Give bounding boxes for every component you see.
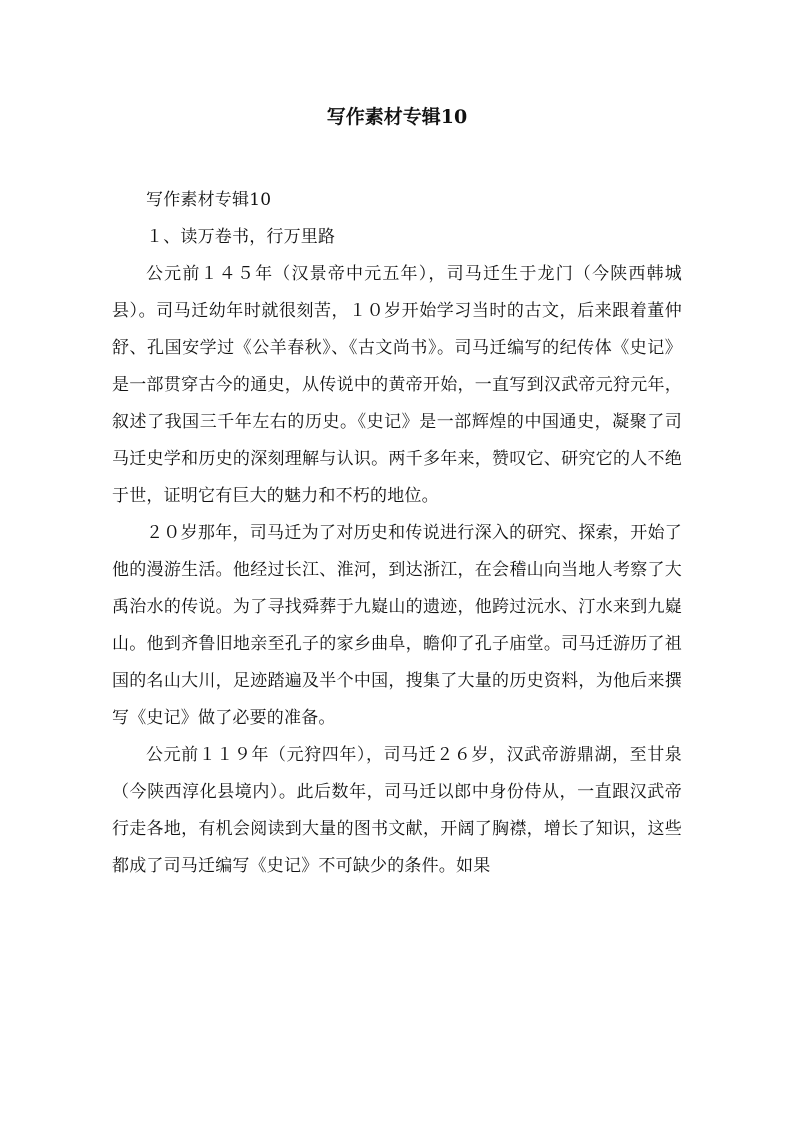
document-title: 写作素材专辑10 [326,106,468,128]
paragraph-body: ２０岁那年，司马迁为了对历史和传说进行深入的研究、探索，开始了他的漫游生活。他经过长江、淮河，到达浙江，在会稽山向当地人考察了大禹治水的传说。为了寻找舜葬于九嶷山的遗迹，他跨过沅水、汀水来到九嶷山。他到齐鲁旧地亲至孔子的家乡曲阜，瞻仰了孔子庙堂。司马迁游历了祖国的名山大川，足迹踏遍及半个中国，搜集了大量的历史资料，为他后来撰写《史记》做了必要的准备。 [112,523,682,728]
paragraph-body: 公元前１１９年（元狩四年），司马迁２６岁，汉武帝游鼎湖，至甘泉（今陕西淳化县境内）。此后数年，司马迁以郎中身份侍从，一直跟汉武帝行走各地，有机会阅读到大量的图书文献，开阔了胸襟，增长了知识，这些都成了司马迁编写《史记》不可缺少的条件。如果 [112,745,682,876]
paragraph-body: 公元前１４５年（汉景帝中元五年），司马迁生于龙门（今陕西韩城县）。司马迁幼年时就很刻苦，１０岁开始学习当时的古文，后来跟着董仲舒、孔国安学过《公羊春秋》、《古文尚书》。司马迁编写的纪传体《史记》是一部贯穿古今的通史，从传说中的黄帝开始，一直写到汉武帝元狩元年，叙述了我国三千年左右的历史。《史记》是一部辉煌的中国通史，凝聚了司马迁史学和历史的深刻理解与认识。两千多年来，赞叹它、研究它的人不绝于世，证明它有巨大的魅力和不朽的地位。 [112,264,682,506]
document-body [112,182,682,885]
paragraph-section-heading: １、读万卷书，行万里路 [146,227,336,247]
paragraph-subtitle: 写作素材专辑10 [146,190,272,210]
